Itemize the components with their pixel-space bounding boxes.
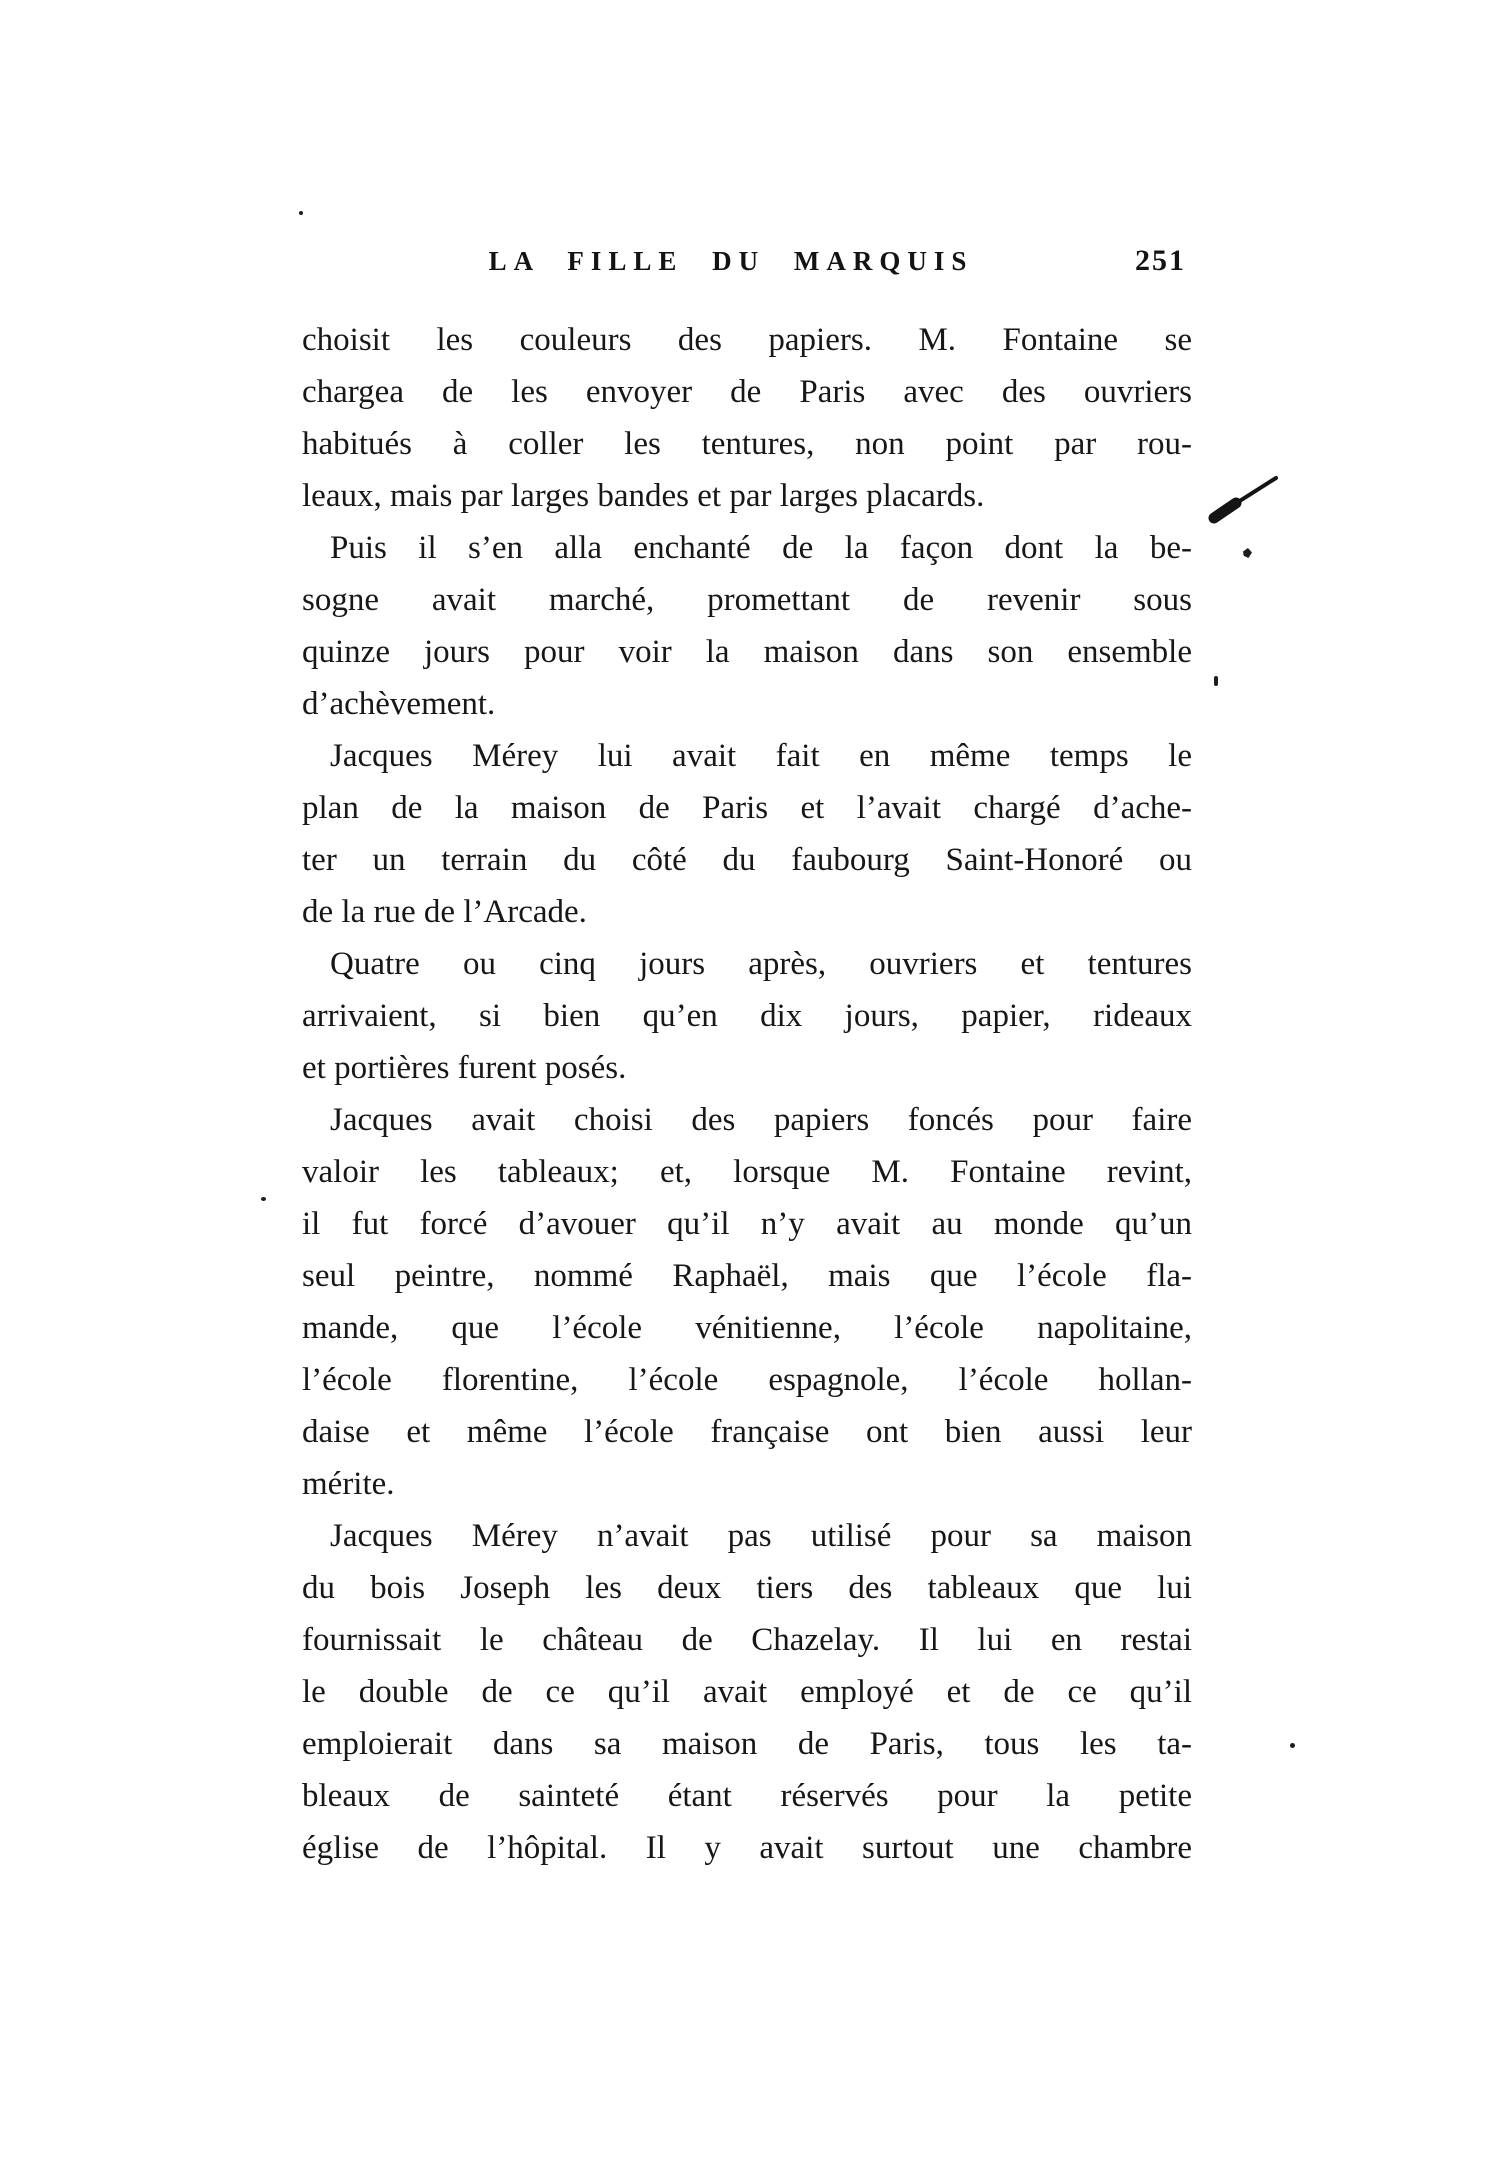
text-line: quinze jours pour voir la maison dans son ensemble: [302, 634, 1192, 670]
paragraph: [302, 938, 1192, 1094]
text-line: l’école florentine, l’école espagnole, l’école hollan-: [302, 1362, 1192, 1398]
page-header: [300, 246, 1192, 290]
text-line: Jacques Mérey n’avait pas utilisé pour sa maison: [330, 1518, 1192, 1554]
ink-speck: [1290, 1743, 1295, 1748]
paragraph: [302, 1094, 1192, 1510]
ink-speck: [261, 1197, 266, 1201]
paragraph: [302, 1510, 1192, 1874]
text-line: arrivaient, si bien qu’en dix jours, papier, rideaux: [302, 998, 1192, 1034]
pencil-check-mark: [1206, 466, 1290, 530]
text-line: bleaux de sainteté étant réservés pour la petite: [302, 1778, 1192, 1814]
ink-speck: [1243, 548, 1252, 558]
text-line: Jacques avait choisi des papiers foncés pour faire: [330, 1102, 1192, 1138]
text-line: église de l’hôpital. Il y avait surtout une chambre: [302, 1830, 1192, 1866]
text-line: du bois Joseph les deux tiers des tableaux que lui: [302, 1570, 1192, 1606]
text-line: daise et même l’école française ont bien aussi leur: [302, 1414, 1192, 1450]
text-line: sogne avait marché, promettant de revenir sous: [302, 582, 1192, 618]
text-line: mérite.: [302, 1466, 395, 1502]
text-line: plan de la maison de Paris et l’avait chargé d’ache-: [302, 790, 1192, 826]
text-line: de la rue de l’Arcade.: [302, 894, 587, 930]
text-line: le double de ce qu’il avait employé et de ce qu’il: [302, 1674, 1192, 1710]
paragraph: [302, 314, 1192, 522]
ink-speck: [299, 211, 303, 215]
paragraph: [302, 730, 1192, 938]
text-line: seul peintre, nommé Raphaël, mais que l’école fla-: [302, 1258, 1192, 1294]
text-line: chargea de les envoyer de Paris avec des ouvriers: [302, 374, 1192, 410]
text-line: il fut forcé d’avouer qu’il n’y avait au monde qu’un: [302, 1206, 1192, 1242]
text-line: valoir les tableaux; et, lorsque M. Fontaine revint,: [302, 1154, 1192, 1190]
text-line: choisit les couleurs des papiers. M. Fontaine se: [302, 322, 1192, 358]
text-line: ter un terrain du côté du faubourg Saint-Honoré ou: [302, 842, 1192, 878]
text-line: habitués à coller les tentures, non point par rou-: [302, 426, 1192, 462]
body-text: [302, 314, 1192, 1874]
text-line: leaux, mais par larges bandes et par larges placards.: [302, 478, 985, 514]
running-title: LA FILLE DU MARQUIS: [488, 246, 974, 276]
text-line: emploierait dans sa maison de Paris, tous les ta-: [302, 1726, 1192, 1762]
text-line: mande, que l’école vénitienne, l’école napolitaine,: [302, 1310, 1192, 1346]
text-line: Puis il s’en alla enchanté de la façon dont la be-: [330, 530, 1192, 566]
text-line: Quatre ou cinq jours après, ouvriers et tentures: [330, 946, 1192, 982]
text-line: fournissait le château de Chazelay. Il lui en restai: [302, 1622, 1192, 1658]
text-line: et portières furent posés.: [302, 1050, 627, 1086]
text-line: d’achèvement.: [302, 686, 496, 722]
paragraph: [302, 522, 1192, 730]
ink-speck: [1214, 676, 1218, 686]
page-number: 251: [1135, 244, 1186, 277]
text-line: Jacques Mérey lui avait fait en même temps le: [330, 738, 1192, 774]
